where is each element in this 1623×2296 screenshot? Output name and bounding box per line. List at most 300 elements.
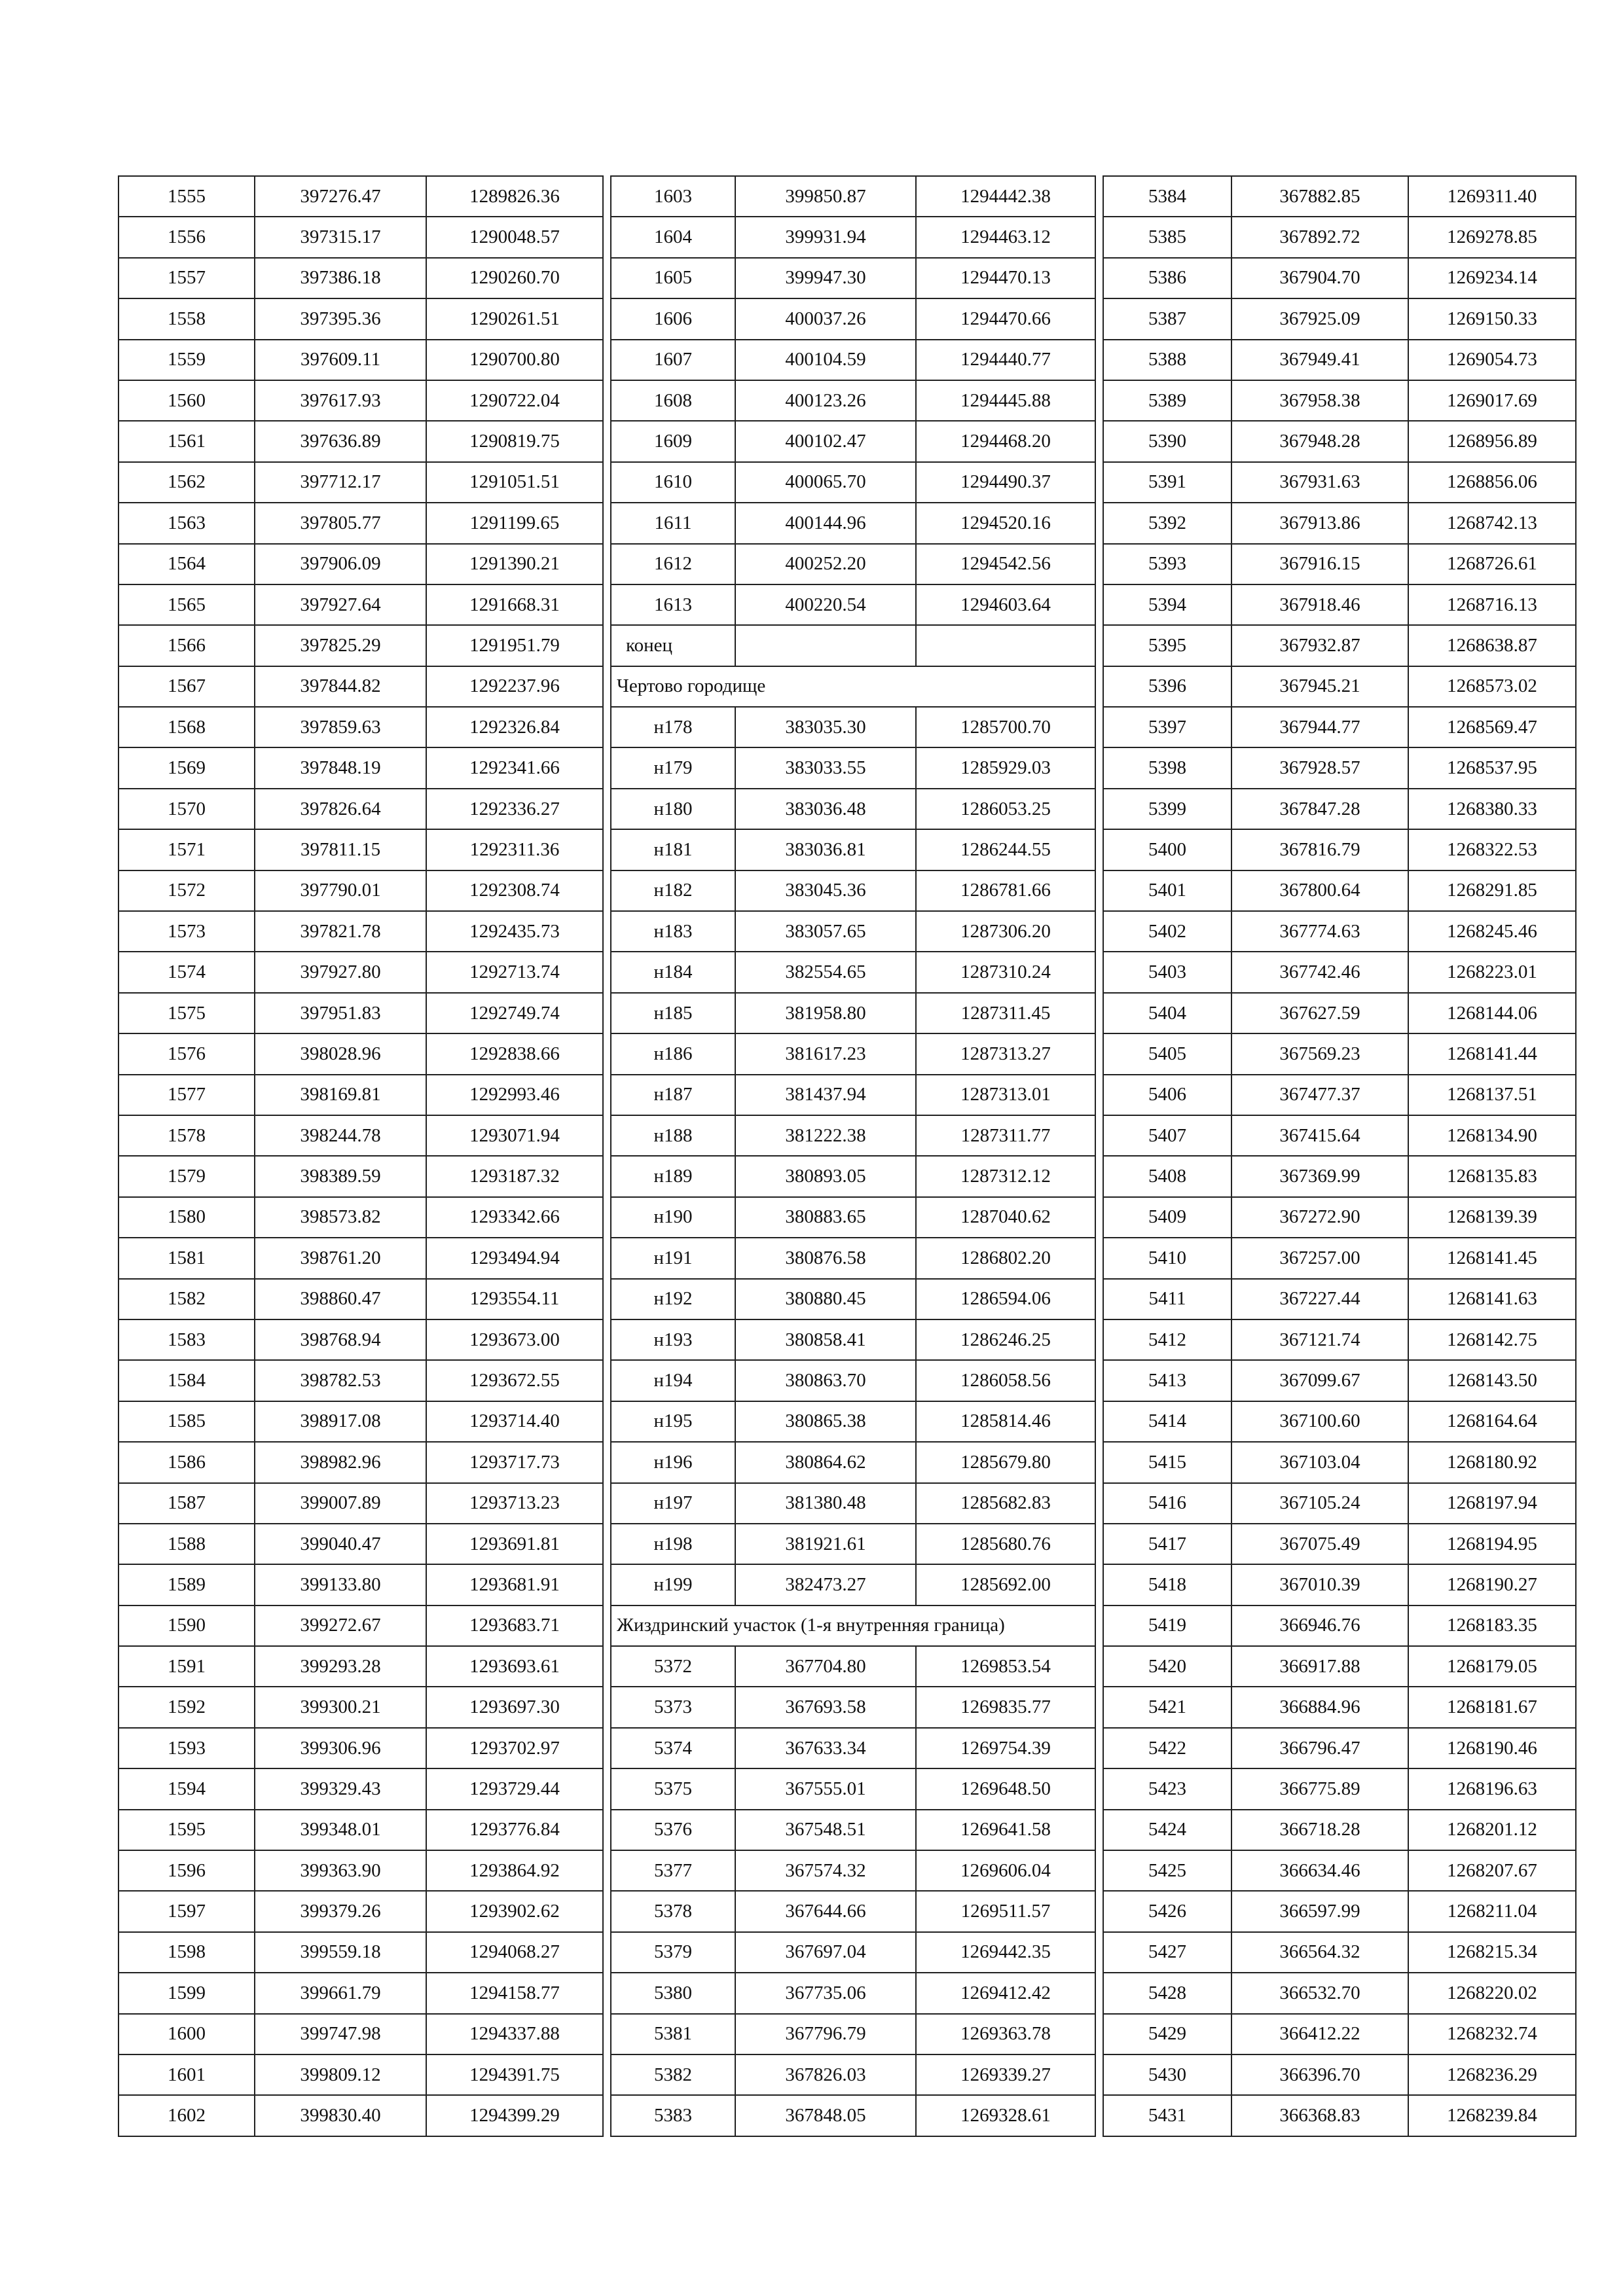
point-number-cell: 1582 bbox=[119, 1279, 255, 1319]
point-number-cell: 1598 bbox=[119, 1932, 255, 1973]
x-coordinate-cell: 366396.70 bbox=[1231, 2054, 1408, 2095]
y-coordinate-cell: 1268215.34 bbox=[1408, 1932, 1576, 1973]
y-coordinate-cell: 1287040.62 bbox=[916, 1197, 1095, 1238]
section-title: Жиздринский участок (1-я внутренняя граница) bbox=[611, 1605, 1095, 1646]
point-number-cell: 1601 bbox=[119, 2054, 255, 2095]
table-row bbox=[1103, 462, 1576, 503]
y-coordinate-cell: 1290261.51 bbox=[426, 298, 603, 339]
table-row bbox=[611, 2014, 1095, 2054]
table-row bbox=[1103, 625, 1576, 666]
y-coordinate-cell: 1268638.87 bbox=[1408, 625, 1576, 666]
y-coordinate-cell: 1293681.91 bbox=[426, 1564, 603, 1605]
point-number-cell: 5428 bbox=[1103, 1973, 1231, 2013]
y-coordinate-cell: 1268201.12 bbox=[1408, 1810, 1576, 1850]
coordinates-table-middle bbox=[610, 175, 1096, 2137]
x-coordinate-cell: 397859.63 bbox=[255, 707, 426, 747]
point-number-cell: 1604 bbox=[611, 217, 735, 257]
x-coordinate-cell: 367627.59 bbox=[1231, 993, 1408, 1033]
table-row bbox=[611, 789, 1095, 829]
x-coordinate-cell: 383035.30 bbox=[735, 707, 916, 747]
point-number-cell: 1612 bbox=[611, 544, 735, 584]
table-row bbox=[1103, 952, 1576, 992]
table-row bbox=[119, 1115, 603, 1156]
y-coordinate-cell: 1287312.12 bbox=[916, 1156, 1095, 1196]
table-row bbox=[119, 462, 603, 503]
x-coordinate-cell: 367415.64 bbox=[1231, 1115, 1408, 1156]
table-row bbox=[119, 1319, 603, 1360]
table-row bbox=[611, 747, 1095, 788]
y-coordinate-cell: 1294442.38 bbox=[916, 176, 1095, 217]
point-number-cell: 1565 bbox=[119, 584, 255, 625]
point-number-cell: 1591 bbox=[119, 1646, 255, 1687]
table-row bbox=[119, 1932, 603, 1973]
y-coordinate-cell: 1294490.37 bbox=[916, 462, 1095, 503]
point-number-cell: 5379 bbox=[611, 1932, 735, 1973]
point-number-cell: 5420 bbox=[1103, 1646, 1231, 1687]
point-number-cell: 1600 bbox=[119, 2014, 255, 2054]
y-coordinate-cell: 1268380.33 bbox=[1408, 789, 1576, 829]
point-number-cell: 1590 bbox=[119, 1605, 255, 1646]
point-number-cell: 1557 bbox=[119, 258, 255, 298]
x-coordinate-cell: 398860.47 bbox=[255, 1279, 426, 1319]
point-number-cell: 1566 bbox=[119, 625, 255, 666]
y-coordinate-cell: 1268239.84 bbox=[1408, 2095, 1576, 2136]
point-number-cell: 5414 bbox=[1103, 1401, 1231, 1442]
table-row bbox=[611, 829, 1095, 870]
table-row bbox=[1103, 1810, 1576, 1850]
table-row bbox=[119, 1197, 603, 1238]
x-coordinate-cell: 367477.37 bbox=[1231, 1075, 1408, 1115]
point-number-cell: н193 bbox=[611, 1319, 735, 1360]
y-coordinate-cell: 1291951.79 bbox=[426, 625, 603, 666]
x-coordinate-cell: 399661.79 bbox=[255, 1973, 426, 2013]
x-coordinate-cell: 381437.94 bbox=[735, 1075, 916, 1115]
table-row bbox=[119, 666, 603, 707]
y-coordinate-cell: 1293071.94 bbox=[426, 1115, 603, 1156]
table-row bbox=[1103, 1319, 1576, 1360]
y-coordinate-cell: 1293729.44 bbox=[426, 1768, 603, 1809]
y-coordinate-cell: 1293494.94 bbox=[426, 1238, 603, 1278]
y-coordinate-cell: 1268194.95 bbox=[1408, 1524, 1576, 1564]
point-number-cell: 1585 bbox=[119, 1401, 255, 1442]
x-coordinate-cell: 399947.30 bbox=[735, 258, 916, 298]
y-coordinate-cell: 1294440.77 bbox=[916, 340, 1095, 380]
x-coordinate-cell: 367945.21 bbox=[1231, 666, 1408, 707]
y-coordinate-cell: 1292237.96 bbox=[426, 666, 603, 707]
table-row bbox=[119, 789, 603, 829]
x-coordinate-cell: 380863.70 bbox=[735, 1360, 916, 1401]
y-coordinate-cell: 1268190.46 bbox=[1408, 1728, 1576, 1768]
table-row bbox=[611, 1360, 1095, 1401]
x-coordinate-cell: 399329.43 bbox=[255, 1768, 426, 1809]
point-number-cell: 1571 bbox=[119, 829, 255, 870]
point-number-cell: 1569 bbox=[119, 747, 255, 788]
point-number-cell: 5412 bbox=[1103, 1319, 1231, 1360]
y-coordinate-cell: 1268180.92 bbox=[1408, 1442, 1576, 1482]
table-row bbox=[119, 707, 603, 747]
point-number-cell: 5375 bbox=[611, 1768, 735, 1809]
x-coordinate-cell: 367735.06 bbox=[735, 1973, 916, 2013]
y-coordinate-cell: 1294468.20 bbox=[916, 421, 1095, 461]
y-coordinate-cell: 1286053.25 bbox=[916, 789, 1095, 829]
y-coordinate-cell: 1269278.85 bbox=[1408, 217, 1576, 257]
x-coordinate-cell: 397811.15 bbox=[255, 829, 426, 870]
point-number-cell: 5431 bbox=[1103, 2095, 1231, 2136]
point-number-cell: 5391 bbox=[1103, 462, 1231, 503]
table-row bbox=[611, 2054, 1095, 2095]
table-row bbox=[119, 1401, 603, 1442]
table-row bbox=[611, 380, 1095, 421]
x-coordinate-cell: 366946.76 bbox=[1231, 1605, 1408, 1646]
point-number-cell: 1558 bbox=[119, 298, 255, 339]
table-row bbox=[611, 1891, 1095, 1931]
y-coordinate-cell: 1292336.27 bbox=[426, 789, 603, 829]
table-row bbox=[1103, 747, 1576, 788]
x-coordinate-cell: 397276.47 bbox=[255, 176, 426, 217]
x-coordinate-cell: 367100.60 bbox=[1231, 1401, 1408, 1442]
table-row bbox=[1103, 340, 1576, 380]
point-number-cell: 5404 bbox=[1103, 993, 1231, 1033]
y-coordinate-cell: 1292838.66 bbox=[426, 1033, 603, 1074]
point-number-cell: н187 bbox=[611, 1075, 735, 1115]
point-number-cell: 1564 bbox=[119, 544, 255, 584]
point-number-cell: 1575 bbox=[119, 993, 255, 1033]
y-coordinate-cell: 1268742.13 bbox=[1408, 503, 1576, 543]
x-coordinate-cell: 397609.11 bbox=[255, 340, 426, 380]
table-row bbox=[611, 911, 1095, 952]
y-coordinate-cell: 1269054.73 bbox=[1408, 340, 1576, 380]
y-coordinate-cell: 1293717.73 bbox=[426, 1442, 603, 1482]
table-row bbox=[611, 1319, 1095, 1360]
table-row bbox=[611, 544, 1095, 584]
table-row bbox=[1103, 1891, 1576, 1931]
table-row bbox=[611, 1075, 1095, 1115]
table-row bbox=[119, 2054, 603, 2095]
y-coordinate-cell: 1290819.75 bbox=[426, 421, 603, 461]
table-row bbox=[1103, 1279, 1576, 1319]
y-coordinate-cell: 1268181.67 bbox=[1408, 1687, 1576, 1727]
x-coordinate-cell: 399363.90 bbox=[255, 1850, 426, 1891]
table-row bbox=[611, 1932, 1095, 1973]
x-coordinate-cell: 399931.94 bbox=[735, 217, 916, 257]
table-row bbox=[611, 1646, 1095, 1687]
y-coordinate-cell: 1293683.71 bbox=[426, 1605, 603, 1646]
y-coordinate-cell: 1293697.30 bbox=[426, 1687, 603, 1727]
y-coordinate-cell: 1293864.92 bbox=[426, 1850, 603, 1891]
table-row bbox=[119, 340, 603, 380]
point-number-cell: 1561 bbox=[119, 421, 255, 461]
y-coordinate-cell: 1286781.66 bbox=[916, 870, 1095, 911]
table-row bbox=[119, 1728, 603, 1768]
x-coordinate-cell: 367882.85 bbox=[1231, 176, 1408, 217]
point-number-cell: н185 bbox=[611, 993, 735, 1033]
y-coordinate-cell: 1268856.06 bbox=[1408, 462, 1576, 503]
table-row bbox=[611, 1768, 1095, 1809]
y-coordinate-cell: 1293776.84 bbox=[426, 1810, 603, 1850]
x-coordinate-cell: 367928.57 bbox=[1231, 747, 1408, 788]
point-number-cell: 1587 bbox=[119, 1483, 255, 1524]
x-coordinate-cell: 367916.15 bbox=[1231, 544, 1408, 584]
table-row bbox=[1103, 911, 1576, 952]
table-row bbox=[119, 1646, 603, 1687]
point-number-cell: н199 bbox=[611, 1564, 735, 1605]
table-row bbox=[611, 1810, 1095, 1850]
x-coordinate-cell: 399040.47 bbox=[255, 1524, 426, 1564]
point-number-cell: 5405 bbox=[1103, 1033, 1231, 1074]
point-number-cell: 5408 bbox=[1103, 1156, 1231, 1196]
table-row bbox=[119, 1483, 603, 1524]
x-coordinate-cell: 380858.41 bbox=[735, 1319, 916, 1360]
table-row bbox=[611, 584, 1095, 625]
point-number-cell: 5400 bbox=[1103, 829, 1231, 870]
table-row bbox=[611, 503, 1095, 543]
point-number-cell: 1594 bbox=[119, 1768, 255, 1809]
end-marker-label: конец bbox=[611, 625, 735, 666]
table-row bbox=[1103, 870, 1576, 911]
x-coordinate-cell: 367369.99 bbox=[1231, 1156, 1408, 1196]
point-number-cell: 5415 bbox=[1103, 1442, 1231, 1482]
point-number-cell: н194 bbox=[611, 1360, 735, 1401]
table-row bbox=[1103, 1687, 1576, 1727]
x-coordinate-cell: 367555.01 bbox=[735, 1768, 916, 1809]
table-row bbox=[119, 1850, 603, 1891]
y-coordinate-cell: 1287313.27 bbox=[916, 1033, 1095, 1074]
y-coordinate-cell: 1286594.06 bbox=[916, 1279, 1095, 1319]
point-number-cell: 5395 bbox=[1103, 625, 1231, 666]
x-coordinate-cell: 367774.63 bbox=[1231, 911, 1408, 952]
table-row bbox=[119, 1810, 603, 1850]
x-coordinate-cell: 397617.93 bbox=[255, 380, 426, 421]
y-coordinate-cell: 1292749.74 bbox=[426, 993, 603, 1033]
x-coordinate-cell: 397927.64 bbox=[255, 584, 426, 625]
y-coordinate-cell: 1290048.57 bbox=[426, 217, 603, 257]
table-row bbox=[119, 1524, 603, 1564]
y-coordinate-cell: 1286246.25 bbox=[916, 1319, 1095, 1360]
y-coordinate-cell: 1285682.83 bbox=[916, 1483, 1095, 1524]
table-row bbox=[119, 380, 603, 421]
y-coordinate-cell: 1269442.35 bbox=[916, 1932, 1095, 1973]
y-coordinate-cell: 1286058.56 bbox=[916, 1360, 1095, 1401]
x-coordinate-cell: 397315.17 bbox=[255, 217, 426, 257]
section-title: Чертово городище bbox=[611, 666, 1095, 707]
y-coordinate-cell: 1294337.88 bbox=[426, 2014, 603, 2054]
table-row bbox=[611, 298, 1095, 339]
y-coordinate-cell: 1293691.81 bbox=[426, 1524, 603, 1564]
x-coordinate-cell: 367932.87 bbox=[1231, 625, 1408, 666]
x-coordinate-cell: 367925.09 bbox=[1231, 298, 1408, 339]
y-coordinate-cell: 1292993.46 bbox=[426, 1075, 603, 1115]
table-row bbox=[119, 993, 603, 1033]
point-number-cell: 5421 bbox=[1103, 1687, 1231, 1727]
y-coordinate-cell: 1269853.54 bbox=[916, 1646, 1095, 1687]
y-coordinate-cell: 1268196.63 bbox=[1408, 1768, 1576, 1809]
x-coordinate-cell: 367847.28 bbox=[1231, 789, 1408, 829]
x-coordinate-cell: 367904.70 bbox=[1231, 258, 1408, 298]
table-row bbox=[119, 747, 603, 788]
x-coordinate-cell: 397636.89 bbox=[255, 421, 426, 461]
y-coordinate-cell: 1293693.61 bbox=[426, 1646, 603, 1687]
table-row bbox=[1103, 1932, 1576, 1973]
table-row bbox=[1103, 421, 1576, 461]
x-coordinate-cell: 383036.48 bbox=[735, 789, 916, 829]
y-coordinate-cell: 1268143.50 bbox=[1408, 1360, 1576, 1401]
table-row bbox=[1103, 2054, 1576, 2095]
point-number-cell: н191 bbox=[611, 1238, 735, 1278]
y-coordinate-cell: 1285679.80 bbox=[916, 1442, 1095, 1482]
table-row bbox=[119, 1605, 603, 1646]
table-row bbox=[611, 1483, 1095, 1524]
x-coordinate-cell: 400102.47 bbox=[735, 421, 916, 461]
y-coordinate-cell: 1269311.40 bbox=[1408, 176, 1576, 217]
y-coordinate-cell: 1268322.53 bbox=[1408, 829, 1576, 870]
y-coordinate-cell: 1268223.01 bbox=[1408, 952, 1576, 992]
x-coordinate-cell: 366368.83 bbox=[1231, 2095, 1408, 2136]
x-coordinate-cell: 398244.78 bbox=[255, 1115, 426, 1156]
y-coordinate-cell: 1268183.35 bbox=[1408, 1605, 1576, 1646]
point-number-cell: 1573 bbox=[119, 911, 255, 952]
table-row bbox=[119, 217, 603, 257]
x-coordinate-cell: 367892.72 bbox=[1231, 217, 1408, 257]
y-coordinate-cell: 1293702.97 bbox=[426, 1728, 603, 1768]
point-number-cell: 5381 bbox=[611, 2014, 735, 2054]
point-number-cell: 1597 bbox=[119, 1891, 255, 1931]
x-coordinate-cell: 399293.28 bbox=[255, 1646, 426, 1687]
y-coordinate-cell: 1294463.12 bbox=[916, 217, 1095, 257]
table-row bbox=[1103, 1973, 1576, 2013]
table-row bbox=[611, 1687, 1095, 1727]
y-coordinate-cell: 1293714.40 bbox=[426, 1401, 603, 1442]
x-coordinate-cell: 367644.66 bbox=[735, 1891, 916, 1931]
point-number-cell: 1596 bbox=[119, 1850, 255, 1891]
point-number-cell: 1611 bbox=[611, 503, 735, 543]
y-coordinate-cell: 1268141.63 bbox=[1408, 1279, 1576, 1319]
x-coordinate-cell: 366718.28 bbox=[1231, 1810, 1408, 1850]
y-coordinate-cell: 1291199.65 bbox=[426, 503, 603, 543]
x-coordinate-cell: 397951.83 bbox=[255, 993, 426, 1033]
x-coordinate-cell: 367633.34 bbox=[735, 1728, 916, 1768]
y-coordinate-cell: 1293902.62 bbox=[426, 1891, 603, 1931]
table-row bbox=[611, 1156, 1095, 1196]
y-coordinate-cell: 1268141.45 bbox=[1408, 1238, 1576, 1278]
x-coordinate-cell: 367948.28 bbox=[1231, 421, 1408, 461]
y-coordinate-cell: 1285929.03 bbox=[916, 747, 1095, 788]
y-coordinate-cell: 1294068.27 bbox=[426, 1932, 603, 1973]
table-row bbox=[1103, 1360, 1576, 1401]
table-row bbox=[611, 1401, 1095, 1442]
x-coordinate-cell: 400104.59 bbox=[735, 340, 916, 380]
y-coordinate-cell: 1289826.36 bbox=[426, 176, 603, 217]
table-row bbox=[1103, 258, 1576, 298]
table-row bbox=[1103, 1033, 1576, 1074]
table-row bbox=[119, 1360, 603, 1401]
y-coordinate-cell: 1268211.04 bbox=[1408, 1891, 1576, 1931]
table-row bbox=[1103, 1156, 1576, 1196]
y-coordinate-cell: 1269641.58 bbox=[916, 1810, 1095, 1850]
y-coordinate-cell: 1268164.64 bbox=[1408, 1401, 1576, 1442]
point-number-cell: 5418 bbox=[1103, 1564, 1231, 1605]
x-coordinate-cell: 397386.18 bbox=[255, 258, 426, 298]
x-coordinate-cell: 380880.45 bbox=[735, 1279, 916, 1319]
table-row bbox=[1103, 503, 1576, 543]
point-number-cell: 5426 bbox=[1103, 1891, 1231, 1931]
x-coordinate-cell: 367918.46 bbox=[1231, 584, 1408, 625]
x-coordinate-cell: 380876.58 bbox=[735, 1238, 916, 1278]
y-coordinate-cell: 1294520.16 bbox=[916, 503, 1095, 543]
point-number-cell: н189 bbox=[611, 1156, 735, 1196]
x-coordinate-cell: 398982.96 bbox=[255, 1442, 426, 1482]
x-coordinate-cell: 366917.88 bbox=[1231, 1646, 1408, 1687]
y-coordinate-cell: 1268134.90 bbox=[1408, 1115, 1576, 1156]
point-number-cell: 5402 bbox=[1103, 911, 1231, 952]
x-coordinate-cell: 367272.90 bbox=[1231, 1197, 1408, 1238]
y-coordinate-cell: 1285680.76 bbox=[916, 1524, 1095, 1564]
end-marker-row bbox=[611, 625, 1095, 666]
coordinates-table-right bbox=[1103, 175, 1577, 2137]
x-coordinate-cell: 367103.04 bbox=[1231, 1442, 1408, 1482]
x-coordinate-cell: 397927.80 bbox=[255, 952, 426, 992]
y-coordinate-cell: 1292341.66 bbox=[426, 747, 603, 788]
table-row bbox=[611, 952, 1095, 992]
x-coordinate-cell: 400144.96 bbox=[735, 503, 916, 543]
table-row bbox=[611, 217, 1095, 257]
y-coordinate-cell: 1268245.46 bbox=[1408, 911, 1576, 952]
x-coordinate-cell: 366564.32 bbox=[1231, 1932, 1408, 1973]
x-coordinate-cell: 399850.87 bbox=[735, 176, 916, 217]
x-coordinate-cell: 383033.55 bbox=[735, 747, 916, 788]
x-coordinate-cell: 400123.26 bbox=[735, 380, 916, 421]
x-coordinate-cell: 381222.38 bbox=[735, 1115, 916, 1156]
point-number-cell: 5409 bbox=[1103, 1197, 1231, 1238]
point-number-cell: 5374 bbox=[611, 1728, 735, 1768]
point-number-cell: 1580 bbox=[119, 1197, 255, 1238]
x-coordinate-cell: 381380.48 bbox=[735, 1483, 916, 1524]
x-coordinate-cell: 367075.49 bbox=[1231, 1524, 1408, 1564]
table-row bbox=[119, 503, 603, 543]
x-coordinate-cell: 380864.62 bbox=[735, 1442, 916, 1482]
point-number-cell: н184 bbox=[611, 952, 735, 992]
y-coordinate-cell: 1268135.83 bbox=[1408, 1156, 1576, 1196]
x-coordinate-cell: 399300.21 bbox=[255, 1687, 426, 1727]
point-number-cell: 5396 bbox=[1103, 666, 1231, 707]
point-number-cell: 5406 bbox=[1103, 1075, 1231, 1115]
table-row bbox=[119, 1687, 603, 1727]
x-coordinate-cell: 367931.63 bbox=[1231, 462, 1408, 503]
y-coordinate-cell: 1269328.61 bbox=[916, 2095, 1095, 2136]
y-coordinate-cell: 1293673.00 bbox=[426, 1319, 603, 1360]
x-coordinate-cell: 398573.82 bbox=[255, 1197, 426, 1238]
x-coordinate-cell: 399272.67 bbox=[255, 1605, 426, 1646]
point-number-cell: 1567 bbox=[119, 666, 255, 707]
x-coordinate-cell: 397712.17 bbox=[255, 462, 426, 503]
table-row bbox=[119, 544, 603, 584]
y-coordinate-cell: 1294470.13 bbox=[916, 258, 1095, 298]
table-row bbox=[119, 1973, 603, 2013]
x-coordinate-cell: 367913.86 bbox=[1231, 503, 1408, 543]
x-coordinate-cell: 382554.65 bbox=[735, 952, 916, 992]
point-number-cell: 5388 bbox=[1103, 340, 1231, 380]
y-coordinate-cell: 1268573.02 bbox=[1408, 666, 1576, 707]
y-coordinate-cell: 1287313.01 bbox=[916, 1075, 1095, 1115]
point-number-cell: н195 bbox=[611, 1401, 735, 1442]
x-coordinate-cell: 367949.41 bbox=[1231, 340, 1408, 380]
point-number-cell: 1592 bbox=[119, 1687, 255, 1727]
y-coordinate-cell: 1294603.64 bbox=[916, 584, 1095, 625]
y-coordinate-cell: 1286244.55 bbox=[916, 829, 1095, 870]
table-row bbox=[611, 870, 1095, 911]
x-coordinate-cell: 397395.36 bbox=[255, 298, 426, 339]
point-number-cell: 1577 bbox=[119, 1075, 255, 1115]
point-number-cell: 5413 bbox=[1103, 1360, 1231, 1401]
